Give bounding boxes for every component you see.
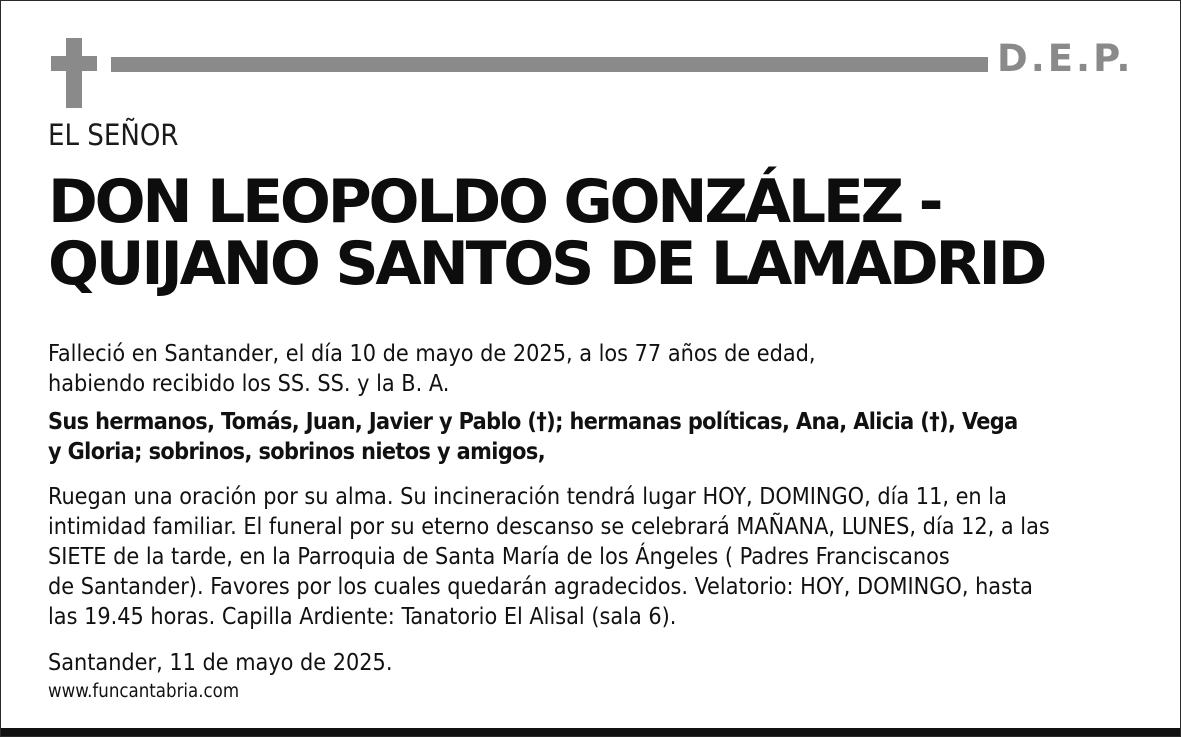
cross-horizontal-bar bbox=[51, 56, 97, 71]
family-line: y Gloria; sobrinos, sobrinos nietos y amigos, bbox=[48, 438, 546, 465]
death-line: habiendo recibido los SS. SS. y la B. A. bbox=[48, 370, 450, 397]
website-link[interactable]: www.funcantabria.com bbox=[48, 681, 240, 702]
place-date: Santander, 11 de mayo de 2025. bbox=[48, 649, 393, 676]
service-line: las 19.45 horas. Capilla Ardiente: Tanatorio El Alisal (sala 6). bbox=[48, 603, 677, 630]
header-rule bbox=[111, 57, 988, 72]
family-mourners bbox=[48, 407, 1018, 467]
cross-vertical-bar bbox=[66, 38, 82, 108]
service-line: de Santander). Favores por los cuales quedarán agradecidos. Velatorio: HOY, DOMINGO, hasta bbox=[48, 573, 1033, 600]
death-line: Falleció en Santander, el día 10 de mayo de 2025, a los 77 años de edad, bbox=[48, 340, 816, 367]
name-line-2: QUIJANO SANTOS DE LAMADRID bbox=[48, 229, 1045, 299]
name-line-1: DON LEOPOLDO GONZÁLEZ - bbox=[48, 167, 941, 237]
bottom-border bbox=[1, 728, 1180, 736]
family-line: Sus hermanos, Tomás, Juan, Javier y Pablo (†); hermanas políticas, Ana, Alicia (†), Vega bbox=[48, 408, 1018, 435]
service-details bbox=[48, 482, 1050, 632]
pretitle: EL SEÑOR bbox=[48, 118, 179, 152]
service-line: intimidad familiar. El funeral por su eterno descanso se celebrará MAÑANA, LUNES, día 12, a las bbox=[48, 513, 1050, 540]
death-details bbox=[48, 339, 816, 399]
latin-cross-icon bbox=[51, 38, 97, 108]
service-line: Ruegan una oración por su alma. Su incineración tendrá lugar HOY, DOMINGO, día 11, en la bbox=[48, 483, 1007, 510]
deceased-name bbox=[48, 167, 1045, 299]
dep-label: D.E.P. bbox=[997, 37, 1134, 80]
service-line: SIETE de la tarde, en la Parroquia de Santa María de los Ángeles ( Padres Franciscanos bbox=[48, 543, 950, 570]
